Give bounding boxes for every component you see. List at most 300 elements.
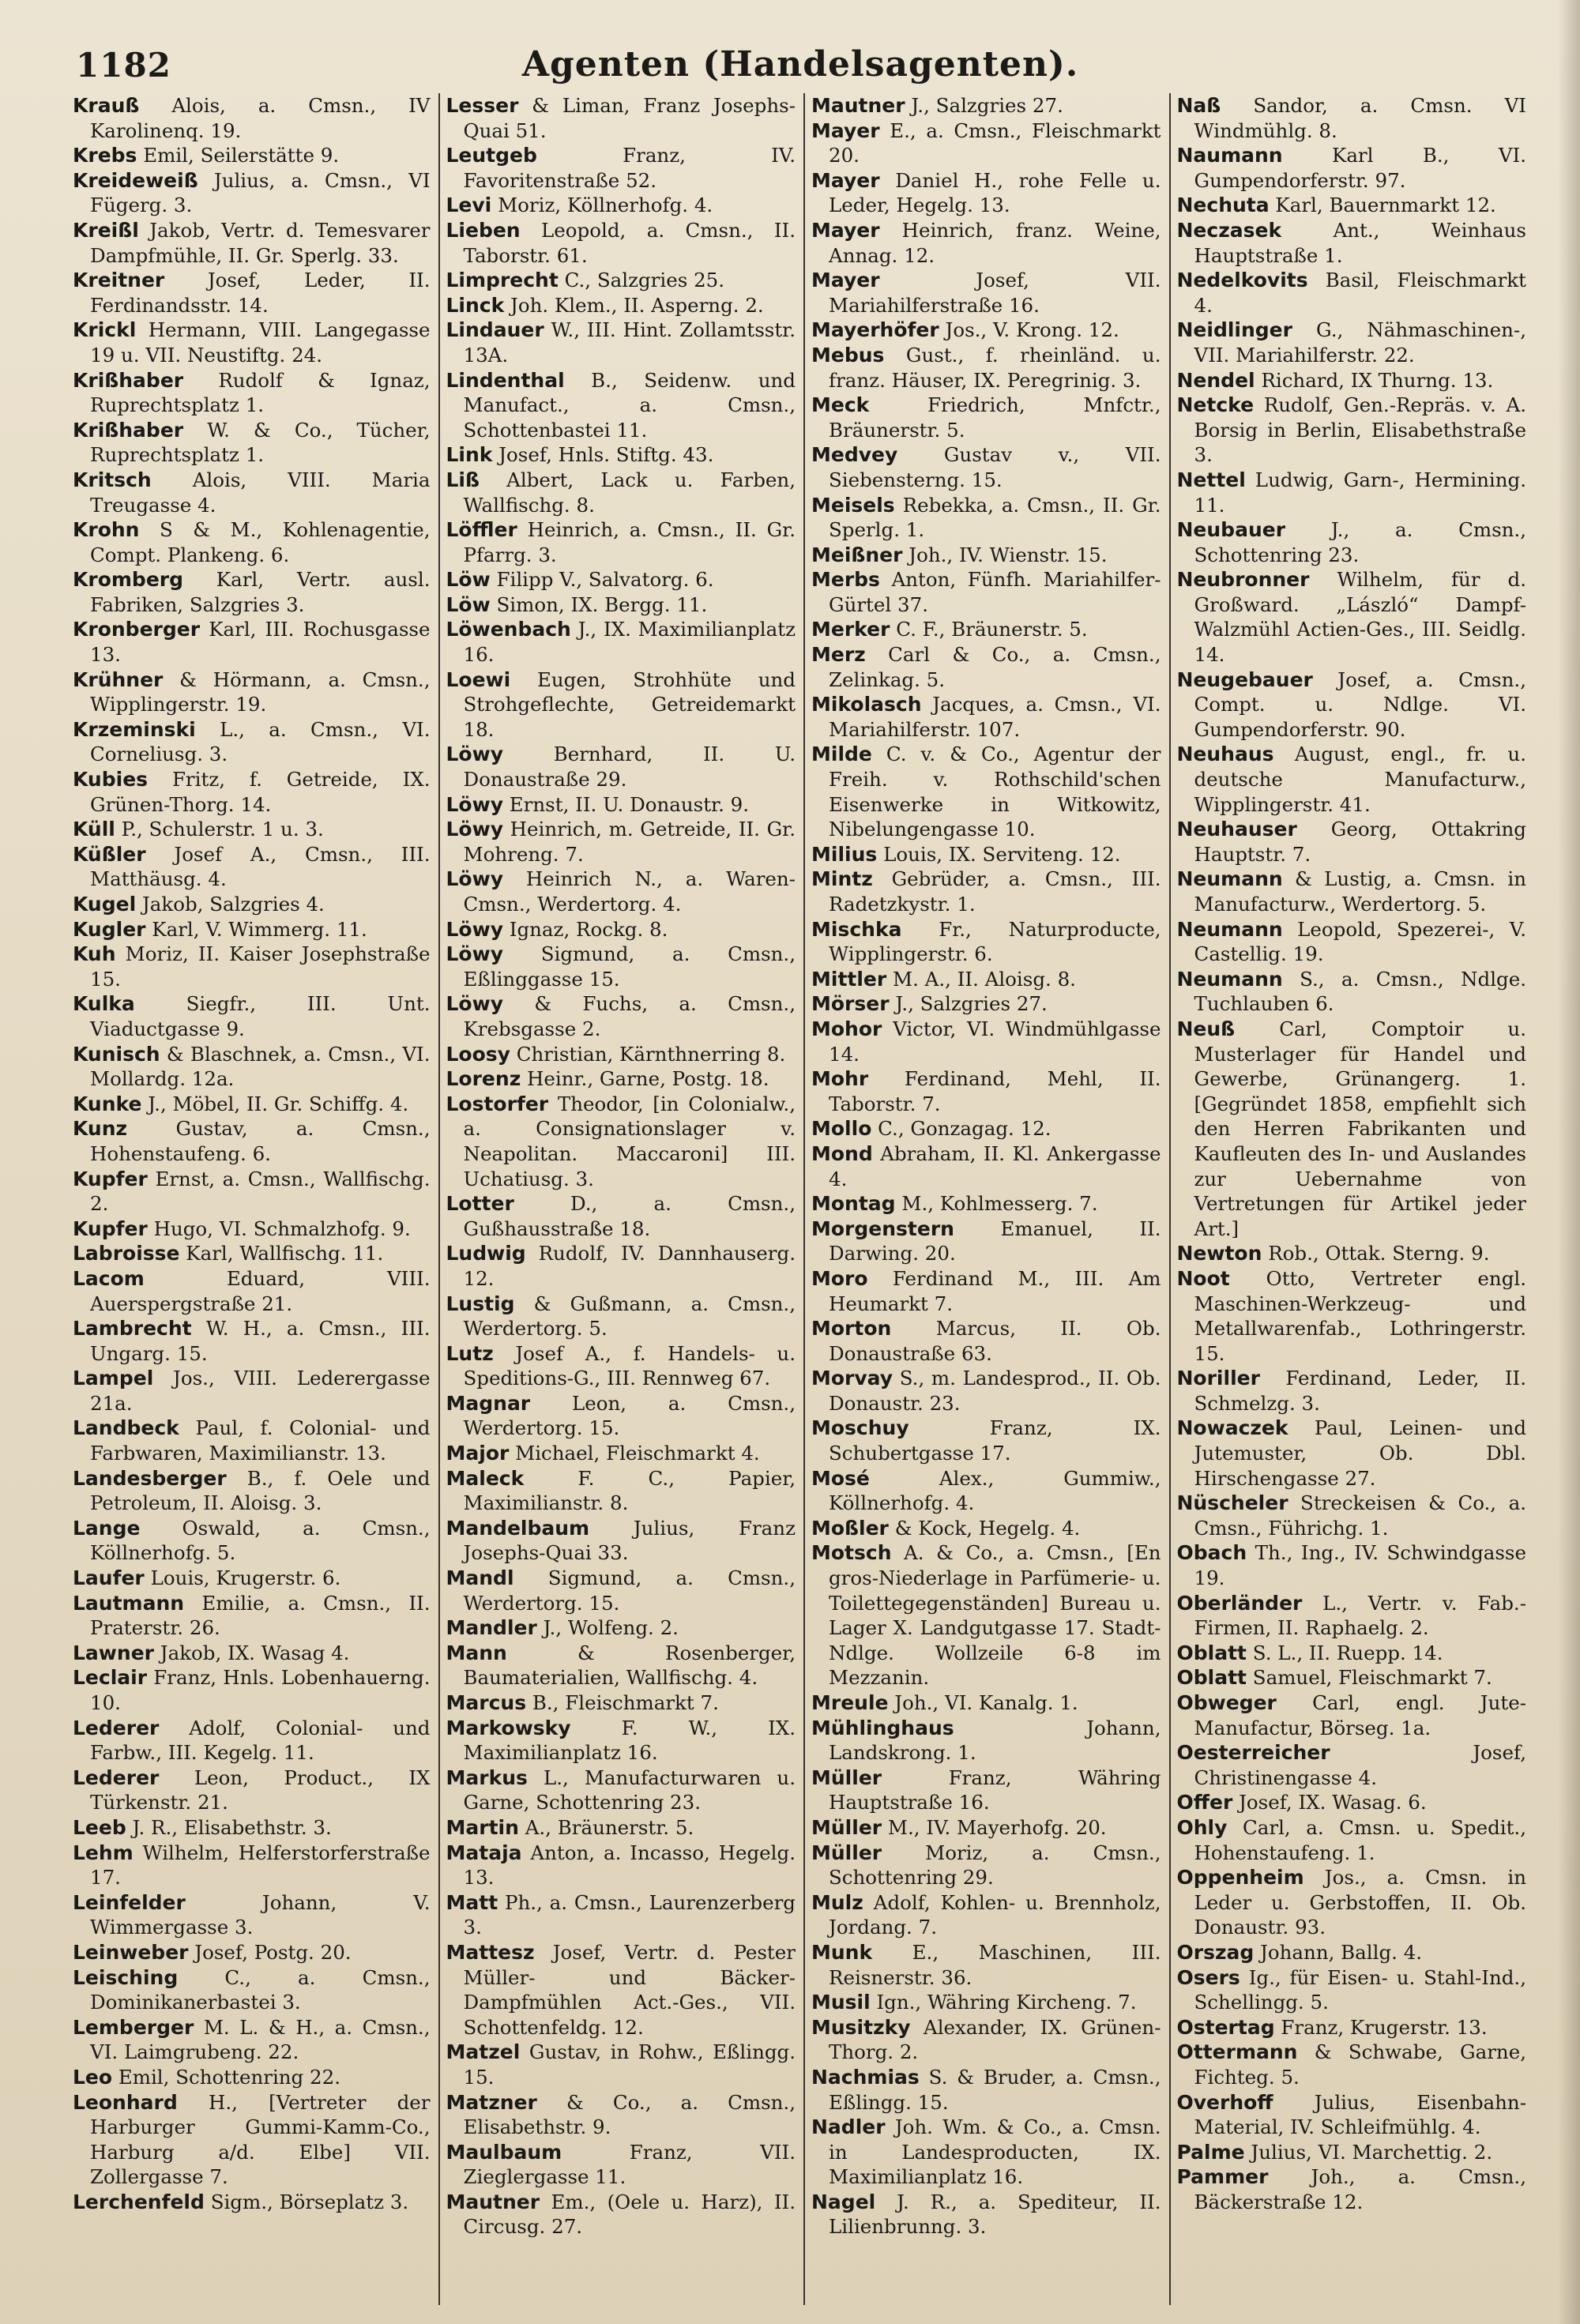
directory-entry [1177, 1366, 1527, 1416]
entry-name: Küßler [73, 842, 146, 866]
entry-name: Lange [73, 1516, 141, 1540]
directory-entry [811, 967, 1161, 992]
entry-name: Kromberg [73, 568, 184, 592]
entry-details: Julius, Franz Josephs-Quai 33. [463, 1516, 796, 1565]
entry-name: Obweger [1176, 1691, 1277, 1714]
entry-details: Christian, Kärnthnerring 8. [516, 1042, 786, 1066]
directory-entry [1177, 268, 1527, 318]
entry-name: Loewi [446, 667, 511, 691]
entry-name: Neidlinger [1176, 318, 1292, 342]
entry-name: Leisching [73, 1965, 179, 1989]
directory-entry [73, 2190, 431, 2215]
entry-details: Friedrich, Mnfctr., Bräunerstr. 5. [829, 393, 1161, 442]
entry-details: S & M., Kohlenagentie, Compt. Plankeng. 6. [90, 518, 431, 566]
entry-name: Morton [811, 1317, 892, 1341]
entry-name: Morgenstern [811, 1217, 954, 1240]
entry-name: Lampel [73, 1367, 154, 1390]
entry-details: M., IV. Mayerhofg. 20. [887, 1815, 1107, 1839]
entry-details: Johann, Landskrong. 1. [829, 1716, 1161, 1765]
directory-entry [1177, 193, 1527, 218]
directory-entry [446, 792, 796, 818]
directory-entry [811, 1890, 1161, 1940]
entry-name: Naumann [1176, 144, 1283, 167]
entry-name: Mandl [446, 1566, 514, 1590]
entry-name: Krickl [73, 318, 137, 342]
directory-entry [811, 1815, 1161, 1841]
entry-name: Leeb [73, 1815, 126, 1839]
entry-details: Albert, Lack u. Farben, Wallfischg. 8. [463, 468, 796, 517]
entry-details: Georg, Ottakring Hauptstr. 7. [1194, 818, 1526, 866]
entry-details: Rudolf, Gen.-Repräs. v. A. Borsig in Berlin, Elisabethstraße 3. [1194, 393, 1526, 467]
entry-details: W. & Co., Tücher, Ruprechtsplatz 1. [90, 418, 431, 467]
entry-details: Gustav v., VII. Siebensterng. 15. [829, 443, 1161, 491]
entry-details: Johann, Ballg. 4. [1260, 1940, 1423, 1964]
entry-details: W., III. Hint. Zollamtsstr. 13A. [463, 318, 796, 367]
entry-details: & Liman, Franz Josephs-Quai 51. [463, 94, 796, 142]
entry-name: Krzeminski [73, 717, 196, 741]
entry-details: M., Kohlmesserg. 7. [901, 1192, 1098, 1216]
entry-name: Leinweber [73, 1940, 189, 1964]
entry-details: Joh. Wm. & Co., a. Cmsn. in Landesproducten, IX. Maximilianplatz 16. [829, 2115, 1161, 2189]
directory-entry [1177, 1491, 1527, 1540]
directory-entry [1177, 567, 1527, 667]
entry-name: Moro [811, 1266, 868, 1290]
entry-details: Th., Ing., IV. Schwindgasse 19. [1194, 1541, 1526, 1590]
entry-details: J. R., a. Spediteur, II. Lilienbrunng. 3. [829, 2190, 1161, 2239]
entry-name: Krohn [73, 518, 140, 542]
directory-entry [811, 1017, 1161, 1066]
entry-details: C., Salzgries 25. [564, 269, 725, 292]
directory-entry [73, 1890, 431, 1940]
directory-entry [446, 468, 796, 517]
entry-name: Mautner [811, 94, 905, 117]
entry-details: J., Salzgries 27. [911, 94, 1063, 117]
entry-details: Sandor, a. Cmsn. VI Windmühlg. 8. [1194, 94, 1526, 142]
entry-name: Matzel [446, 2040, 521, 2064]
directory-entry [73, 1092, 431, 1117]
entry-details: P., Schulerstr. 1 u. 3. [121, 818, 324, 841]
entry-name: Oesterreicher [1176, 1741, 1330, 1765]
directory-entry [1177, 93, 1527, 143]
entry-details: Fritz, f. Getreide, IX. Grünen-Thorg. 14. [90, 768, 431, 816]
entry-name: Neubauer [1176, 518, 1286, 542]
entry-name: Kreideweiß [73, 168, 198, 192]
directory-entry [446, 1841, 796, 1890]
directory-entry [446, 1066, 796, 1092]
entry-name: Milde [811, 743, 872, 766]
entry-name: Mollo [811, 1117, 872, 1141]
directory-entry [446, 293, 796, 318]
entry-details: J., a. Cmsn., Schottenring 23. [1194, 518, 1526, 566]
entry-name: Kunz [73, 1117, 128, 1141]
entry-name: Musil [811, 1991, 871, 2014]
entry-name: Lerchenfeld [73, 2190, 205, 2213]
directory-entry [1177, 393, 1527, 468]
directory-entry [73, 1965, 431, 2015]
directory-entry [446, 93, 796, 143]
directory-entry [446, 617, 796, 667]
entry-details: Karl, Bauernmarkt 12. [1275, 194, 1496, 217]
entry-name: Neugebauer [1176, 667, 1313, 691]
entry-details: & Lustig, a. Cmsn. in Manufacturw., Werdertorg. 5. [1194, 867, 1526, 916]
entry-name: Löwy [446, 917, 503, 941]
entry-details: B., Fleischmarkt 7. [532, 1691, 719, 1714]
directory-entry [73, 917, 431, 942]
directory-entry [446, 1940, 796, 2040]
entry-name: Krißhaber [73, 418, 184, 442]
entry-details: Franz, Krugerstr. 13. [1281, 2015, 1488, 2039]
entry-details: Julius, VI. Marchettig. 2. [1251, 2140, 1493, 2164]
directory-entry [73, 1641, 431, 1666]
entry-details: Julius, Eisenbahn-Material, IV. Schleifmühlg. 4. [1194, 2090, 1526, 2139]
directory-entry [1177, 1865, 1527, 1940]
directory-entry [446, 1292, 796, 1341]
entry-details: Anton, a. Incasso, Hegelg. 13. [463, 1841, 796, 1890]
entry-name: Landbeck [73, 1416, 179, 1440]
directory-entry [73, 1940, 431, 1965]
directory-entry [446, 667, 796, 743]
entry-details: Adolf, Kohlen- u. Brennholz, Jordang. 7. [829, 1890, 1161, 1939]
entry-name: Nagel [811, 2190, 876, 2213]
entry-name: Orszag [1176, 1940, 1255, 1964]
entry-name: Mann [446, 1641, 507, 1664]
directory-entry [446, 1641, 796, 1690]
entry-name: Löwy [446, 818, 503, 841]
entry-name: Lorenz [446, 1067, 521, 1091]
entry-details: Gustav, in Rohw., Eßlingg. 15. [463, 2040, 796, 2089]
directory-entry [446, 2190, 796, 2239]
entry-name: Neuhauser [1176, 818, 1297, 841]
entry-details: Gustav, a. Cmsn., Hohenstaufeng. 6. [90, 1117, 431, 1165]
entry-name: Magnar [446, 1391, 531, 1415]
directory-entry [1177, 368, 1527, 393]
directory-entry [446, 318, 796, 367]
entry-details: W. H., a. Cmsn., III. Ungarg. 15. [90, 1317, 431, 1365]
directory-entry [446, 1516, 796, 1566]
entry-name: Mayer [811, 168, 880, 192]
directory-entry [811, 1266, 1161, 1316]
entry-name: Oblatt [1176, 1666, 1247, 1690]
entry-name: Mörser [811, 992, 890, 1016]
entry-name: Markus [446, 1766, 528, 1789]
entry-details: Joh. Klem., II. Asperng. 2. [510, 293, 764, 317]
entry-name: Nedelkovits [1176, 269, 1308, 292]
directory-entry [73, 1466, 431, 1516]
entry-name: Nettel [1176, 468, 1246, 491]
entry-details: Heinr., Garne, Postg. 18. [527, 1067, 769, 1091]
entry-details: D., a. Cmsn., Gußhausstraße 18. [463, 1192, 796, 1240]
entry-details: Samuel, Fleischmarkt 7. [1252, 1666, 1492, 1690]
entry-name: Ostertag [1176, 2015, 1275, 2039]
entry-details: Ernst, a. Cmsn., Wallfischg. 2. [90, 1167, 431, 1216]
directory-entry [73, 168, 431, 218]
entry-name: Lederer [73, 1766, 160, 1789]
entry-name: Noriller [1176, 1367, 1260, 1390]
entry-name: Mohor [811, 1017, 882, 1040]
directory-entry [73, 1042, 431, 1092]
entry-details: M. L. & H., a. Cmsn., VI. Laimgrubeng. 22. [90, 2015, 431, 2064]
entry-name: Lambrecht [73, 1317, 192, 1341]
directory-entry [1177, 1815, 1527, 1865]
directory-entry [446, 1716, 796, 1766]
entry-details: Victor, VI. Windmühlgasse 14. [829, 1017, 1161, 1066]
directory-entry [73, 717, 431, 767]
entry-details: Theodor, [in Colonialw., a. Consignationslager v. Neapolitan. Maccaroni] III. Uchatiusg. 3. [463, 1092, 796, 1190]
entry-details: Jakob, IX. Wasag 4. [160, 1641, 350, 1664]
entry-details: Basil, Fleischmarkt 4. [1194, 269, 1526, 317]
entry-name: Ludwig [446, 1242, 526, 1265]
directory-entry [446, 1890, 796, 1940]
entry-details: Siegfr., III. Unt. Viaductgasse 9. [90, 992, 431, 1040]
entry-name: Mayer [811, 218, 880, 242]
directory-entry [446, 1191, 796, 1241]
entry-name: Mebus [811, 343, 885, 367]
entry-details: Jakob, Vertr. d. Temesvarer Dampfmühle, II. Gr. Sperlg. 33. [90, 218, 431, 267]
entry-name: Overhoff [1176, 2090, 1273, 2114]
entry-details: Josef A., Cmsn., III. Matthäusg. 4. [90, 842, 431, 891]
directory-entry [73, 2065, 431, 2090]
entry-name: Montag [811, 1192, 896, 1216]
entry-name: Palme [1176, 2140, 1245, 2164]
directory-entry [811, 218, 1161, 268]
entry-details: E., Maschinen, III. Reisnerstr. 36. [829, 1940, 1161, 1989]
entry-details: J., IX. Maximilianplatz 16. [463, 618, 796, 667]
directory-entry [811, 93, 1161, 118]
entry-name: Oppenheim [1176, 1866, 1304, 1890]
entry-name: Lieben [446, 218, 521, 242]
entry-details: F. C., Papier, Maximilianstr. 8. [463, 1466, 796, 1515]
entry-name: Munk [811, 1940, 873, 1964]
entry-name: Leinfelder [73, 1890, 186, 1914]
entry-details: Ferdinand, Mehl, II. Taborstr. 7. [829, 1067, 1161, 1115]
directory-entry [446, 1690, 796, 1716]
directory-entry [73, 667, 431, 717]
entry-details: Moriz, a. Cmsn., Schottenring 29. [829, 1841, 1161, 1890]
directory-entry [446, 368, 796, 443]
entry-details: Franz, Hnls. Lobenhauerng. 10. [90, 1666, 431, 1714]
entry-name: Naß [1176, 94, 1221, 117]
directory-entry [73, 842, 431, 892]
directory-entry [446, 1466, 796, 1516]
directory-entry [1177, 1665, 1527, 1690]
entry-name: Müller [811, 1815, 882, 1839]
directory-entry [73, 143, 431, 168]
entry-name: Kubies [73, 768, 149, 792]
directory-entry [811, 1116, 1161, 1141]
directory-entry [73, 1217, 431, 1242]
entry-name: Krauß [73, 94, 140, 117]
entry-details: Eduard, VIII. Auerspergstraße 21. [90, 1266, 431, 1315]
entry-details: Marcus, II. Ob. Donaustraße 63. [829, 1317, 1161, 1365]
entry-details: Heinrich, franz. Weine, Annag. 12. [829, 218, 1161, 267]
directory-entry [1177, 2090, 1527, 2140]
directory-entry [446, 517, 796, 567]
entry-name: Nüscheler [1176, 1491, 1288, 1515]
entry-details: Johann, V. Wimmergasse 3. [90, 1890, 431, 1939]
directory-entry [446, 1042, 796, 1067]
entry-details: Emanuel, II. Darwing. 20. [829, 1217, 1161, 1265]
page-title: Agenten (Handelsagenten). [521, 44, 1079, 85]
entry-details: Jos., V. Krong. 12. [945, 318, 1119, 342]
entry-name: Lotter [446, 1192, 514, 1216]
entry-details: Hugo, VI. Schmalzhofg. 9. [153, 1217, 411, 1240]
entry-name: Kupfer [73, 1217, 148, 1240]
directory-entry [1177, 1017, 1527, 1241]
entry-name: Mayer [811, 269, 880, 292]
entry-name: Moßler [811, 1516, 889, 1540]
entry-details: Leon, Product., IX Türkenstr. 21. [90, 1766, 431, 1814]
entry-name: Neuß [1176, 1017, 1236, 1040]
entry-details: Sigm., Börseplatz 3. [210, 2190, 409, 2213]
entry-name: Küll [73, 818, 115, 841]
directory-entry [446, 218, 796, 268]
directory-entry [446, 917, 796, 942]
entry-name: Lustig [446, 1292, 515, 1315]
entry-details: Carl & Co., a. Cmsn., Zelinkag. 5. [829, 643, 1161, 691]
directory-entry [811, 991, 1161, 1017]
entry-details: C. F., Bräunerstr. 5. [896, 618, 1088, 641]
directory-entry [1177, 218, 1527, 268]
entry-name: Mischka [811, 917, 902, 941]
directory-entry [446, 1815, 796, 1841]
entry-details: Anton, Fünfh. Mariahilfer-Gürtel 37. [829, 568, 1161, 616]
entry-name: Mayer [811, 118, 880, 142]
entry-details: A., Bräunerstr. 5. [525, 1815, 694, 1839]
entry-details: Carl, engl. Jute-Manufactur, Börseg. 1a. [1194, 1691, 1526, 1739]
entry-details: Alois, VIII. Maria Treugasse 4. [90, 468, 431, 517]
entry-name: Müller [811, 1766, 882, 1789]
entry-name: Merker [811, 618, 890, 641]
entry-details: Jos., a. Cmsn. in Leder u. Gerbstoffen, II. Ob. Donaustr. 93. [1194, 1866, 1526, 1939]
entry-details: Bernhard, II. U. Donaustraße 29. [463, 743, 796, 792]
entry-name: Lindenthal [446, 368, 565, 392]
directory-entry [73, 1716, 431, 1766]
directory-entry [446, 442, 796, 468]
entry-name: Levi [446, 194, 492, 217]
entry-name: Markowsky [446, 1716, 571, 1739]
entry-details: Ferdinand, Leder, II. Schmelzg. 3. [1194, 1367, 1526, 1415]
directory-entry [811, 1217, 1161, 1266]
entry-name: Kunke [73, 1092, 142, 1115]
page-edge-shadow [1558, 0, 1580, 2324]
entry-name: Mühlinghaus [811, 1716, 954, 1739]
directory-entry [1177, 667, 1527, 743]
entry-details: Julius, a. Cmsn., VI Fügerg. 3. [90, 168, 431, 217]
directory-entry [1177, 1940, 1527, 1965]
entry-name: Löwy [446, 992, 503, 1016]
entry-name: Lehm [73, 1841, 134, 1864]
entry-details: Josef, IX. Wasag. 6. [1239, 1791, 1427, 1814]
directory-entry [73, 468, 431, 517]
directory-entry [446, 1441, 796, 1466]
entry-name: Kronberger [73, 618, 201, 641]
entry-name: Neumann [1176, 867, 1283, 891]
entry-name: Kritsch [73, 468, 152, 491]
entry-details: Wilhelm, Helferstorferstraße 17. [90, 1841, 431, 1890]
entry-name: Mohr [811, 1067, 869, 1091]
directory-entry [811, 1466, 1161, 1516]
entry-details: L., a. Cmsn., VI. Corneliusg. 3. [90, 717, 431, 766]
entry-details: Joh., VI. Kanalg. 1. [894, 1691, 1078, 1714]
entry-name: Kreißl [73, 218, 139, 242]
entry-name: Obach [1176, 1541, 1247, 1565]
column-2 [438, 93, 796, 2305]
entry-name: Löw [446, 568, 491, 592]
entry-name: Lawner [73, 1641, 154, 1664]
directory-entry [811, 567, 1161, 617]
entry-details: Emilie, a. Cmsn., II. Praterstr. 26. [90, 1591, 431, 1640]
entry-details: H., [Vertreter der Harburger Gummi-Kamm-Co., Harburg a/d. Elbe] VII. Zollergasse 7. [90, 2090, 431, 2189]
entry-details: L., Manufacturwaren u. Garne, Schottenring 23. [463, 1766, 796, 1814]
entry-name: Müller [811, 1841, 882, 1864]
entry-name: Noot [1176, 1266, 1230, 1290]
directory-entry [811, 1766, 1161, 1815]
directory-entry [811, 1540, 1161, 1690]
entry-details: Carl, a. Cmsn. u. Spedit., Hohenstaufeng. 1. [1194, 1815, 1526, 1864]
entry-name: Löwenbach [446, 618, 571, 641]
entry-details: & Fuchs, a. Cmsn., Krebsgasse 2. [463, 992, 796, 1040]
entry-details: M. A., II. Aloisg. 8. [893, 967, 1076, 991]
directory-entry [73, 93, 431, 143]
entry-details: August, engl., fr. u. deutsche Manufacturw., Wipplingerstr. 41. [1194, 743, 1526, 816]
entry-details: Carl, Comptoir u. Musterlager für Handel und Gewerbe, Grünangerg. 1. [Gegründet 1858, empfiehlt sich den Herren Fabrikanten und Kaufleuten des In- und Auslandes zur Uebernahme von Vertretungen für Artikel jeder Art.] [1194, 1017, 1526, 1240]
entry-details: Ludwig, Garn-, Hermining. 11. [1194, 468, 1526, 517]
entry-name: Neuhaus [1176, 743, 1274, 766]
entry-details: Rudolf, IV. Dannhauserg. 12. [463, 1242, 796, 1290]
directory-entry [811, 543, 1161, 568]
entry-details: Josef, a. Cmsn., Compt. u. Ndlge. VI. Gumpendorferstr. 90. [1194, 667, 1526, 741]
entry-details: Karl, V. Wimmerg. 11. [152, 917, 367, 941]
directory-entry [811, 1690, 1161, 1716]
entry-name: Krißhaber [73, 368, 184, 392]
entry-name: Medvey [811, 443, 898, 467]
entry-details: L., Vertr. v. Fab.-Firmen, II. Raphaelg. 2. [1194, 1591, 1526, 1640]
directory-entry [811, 1066, 1161, 1116]
entry-name: Mandelbaum [446, 1516, 590, 1540]
entry-details: Joh., IV. Wienstr. 15. [908, 543, 1108, 566]
entry-name: Mandler [446, 1616, 537, 1640]
entry-name: Mosé [811, 1466, 870, 1490]
entry-details: Alois, a. Cmsn., IV Karolinenq. 19. [90, 94, 431, 142]
directory-entry [1177, 1690, 1527, 1740]
directory-entry [811, 118, 1161, 168]
entry-details: Gust., f. rheinländ. u. franz. Häuser, IX. Peregrinig. 3. [829, 343, 1161, 392]
entry-name: Major [446, 1442, 510, 1465]
entry-details: J., Möbel, II. Gr. Schiffg. 4. [148, 1092, 409, 1115]
entry-name: Lindauer [446, 318, 544, 342]
entry-details: Josef, Vertr. d. Pester Müller- und Bäcker-Dampfmühlen Act.-Ges., VII. Schottenfeldg. 12. [463, 1940, 796, 2039]
entry-name: Motsch [811, 1541, 892, 1565]
directory-entry [73, 517, 431, 567]
entry-details: F. W., IX. Maximilianplatz 16. [463, 1716, 796, 1765]
entry-name: Ohly [1176, 1815, 1228, 1839]
directory-entry [1177, 2015, 1527, 2040]
directory-entry [73, 1167, 431, 1217]
column-4 [1169, 93, 1527, 2305]
directory-entry [811, 867, 1161, 916]
directory-entry [811, 2190, 1161, 2239]
directory-entry [811, 493, 1161, 543]
directory-entry [446, 942, 796, 991]
entry-details: Franz, IX. Schubertgasse 17. [829, 1416, 1161, 1465]
entry-details: Daniel H., rohe Felle u. Leder, Hegelg. 13. [829, 168, 1161, 217]
entry-name: Nowaczek [1176, 1416, 1288, 1440]
directory-entry [73, 1566, 431, 1591]
directory-entry [73, 1591, 431, 1641]
directory-entry [811, 1141, 1161, 1191]
entry-details: Richard, IX Thurng. 13. [1261, 368, 1494, 392]
entry-name: Nechuta [1176, 194, 1270, 217]
